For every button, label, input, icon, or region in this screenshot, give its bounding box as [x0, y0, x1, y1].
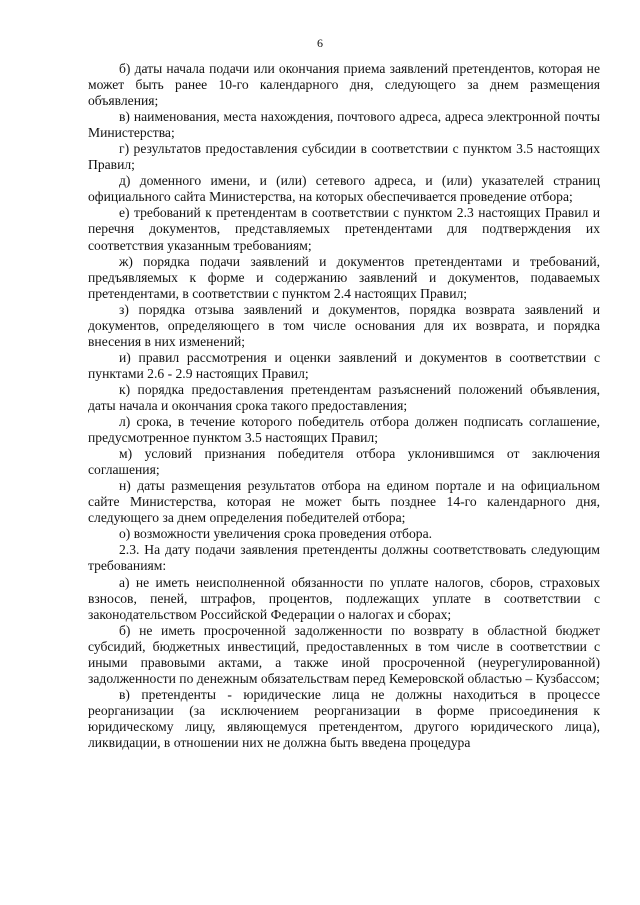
paragraph-d-domain-name: д) доменного имени, и (или) сетевого адреса, и (или) указателей страниц официального сайта Министерства, на которых обеспечивается проведение отбора;	[88, 173, 600, 205]
paragraph-g-subsidy-results: г) результатов предоставления субсидии в соответствии с пунктом 3.5 настоящих Правил;	[88, 141, 600, 173]
paragraph-zh-application-procedure: ж) порядка подачи заявлений и документов претендентами и требований, предъявляемых к форме и содержанию заявлений и документов, подаваемых претендентами, в соответствии с пунктом 2.4 настоящих Правил;	[88, 253, 600, 301]
paragraph-v-reorganization: в) претенденты - юридические лица не должны находиться в процессе реорганизации (за исключением реорганизации в форме присоединения к юридическому лицу, являющемуся претендентом, другого юридического лица), ликвидации, в отношении них не должна быть введена процедура	[88, 686, 600, 750]
paragraph-i-evaluation-rules: и) правил рассмотрения и оценки заявлений и документов в соответствии с пунктами 2.6 - 2.9 настоящих Правил;	[88, 349, 600, 381]
document-body	[88, 61, 600, 751]
paragraph-z-withdrawal-procedure: з) порядка отзыва заявлений и документов, порядка возврата заявлений и документов, определяющего в том числе основания для их возврата, и порядка внесения в них изменений;	[88, 301, 600, 349]
paragraph-k-clarifications: к) порядка предоставления претендентам разъяснений положений объявления, даты начала и окончания срока такого предоставления;	[88, 381, 600, 413]
paragraph-b-dates: б) даты начала подачи или окончания приема заявлений претендентов, которая не может быть ранее 10-го календарного дня, следующего за днем размещения объявления;	[88, 61, 600, 109]
paragraph-b-overdue-debt: б) не иметь просроченной задолженности по возврату в областной бюджет субсидий, бюджетных инвестиций, предоставленных в том числе в соответствии с иными правовыми актами, а также иной просроченной (неурегулированной) задолженности по денежным обязательствам перед Кемеровской областью – Кузбассом;	[88, 622, 600, 686]
page-number: 6	[317, 36, 323, 50]
paragraph-l-agreement-deadline: л) срока, в течение которого победитель отбора должен подписать соглашение, предусмотренное пунктом 3.5 настоящих Правил;	[88, 414, 600, 446]
paragraph-o-extension: о) возможности увеличения срока проведения отбора.	[119, 526, 433, 542]
paragraph-e-applicant-requirements: е) требований к претендентам в соответствии с пунктом 2.3 настоящих Правил и перечня документов, представляемых претендентами для подтверждения их соответствия указанным требованиям;	[88, 205, 600, 253]
paragraph-v-ministry-address: в) наименования, места нахождения, почтового адреса, адреса электронной почты Министерства;	[88, 109, 600, 141]
paragraph-n-results-publication: н) даты размещения результатов отбора на едином портале и на официальном сайте Министерства, которая не может быть позднее 14-го календарного дня, следующего за днем определения победителей отбора;	[88, 478, 600, 526]
section-2-3-requirements: 2.3. На дату подачи заявления претенденты должны соответствовать следующим требованиям:	[88, 542, 600, 574]
paragraph-a-tax-obligations: а) не иметь неисполненной обязанности по уплате налогов, сборов, страховых взносов, пеней, штрафов, процентов, подлежащих уплате в соответствии с законодательством Российской Федерации о налогах и сборах;	[88, 574, 600, 622]
paragraph-m-evasion-conditions: м) условий признания победителя отбора уклонившимся от заключения соглашения;	[88, 446, 600, 478]
